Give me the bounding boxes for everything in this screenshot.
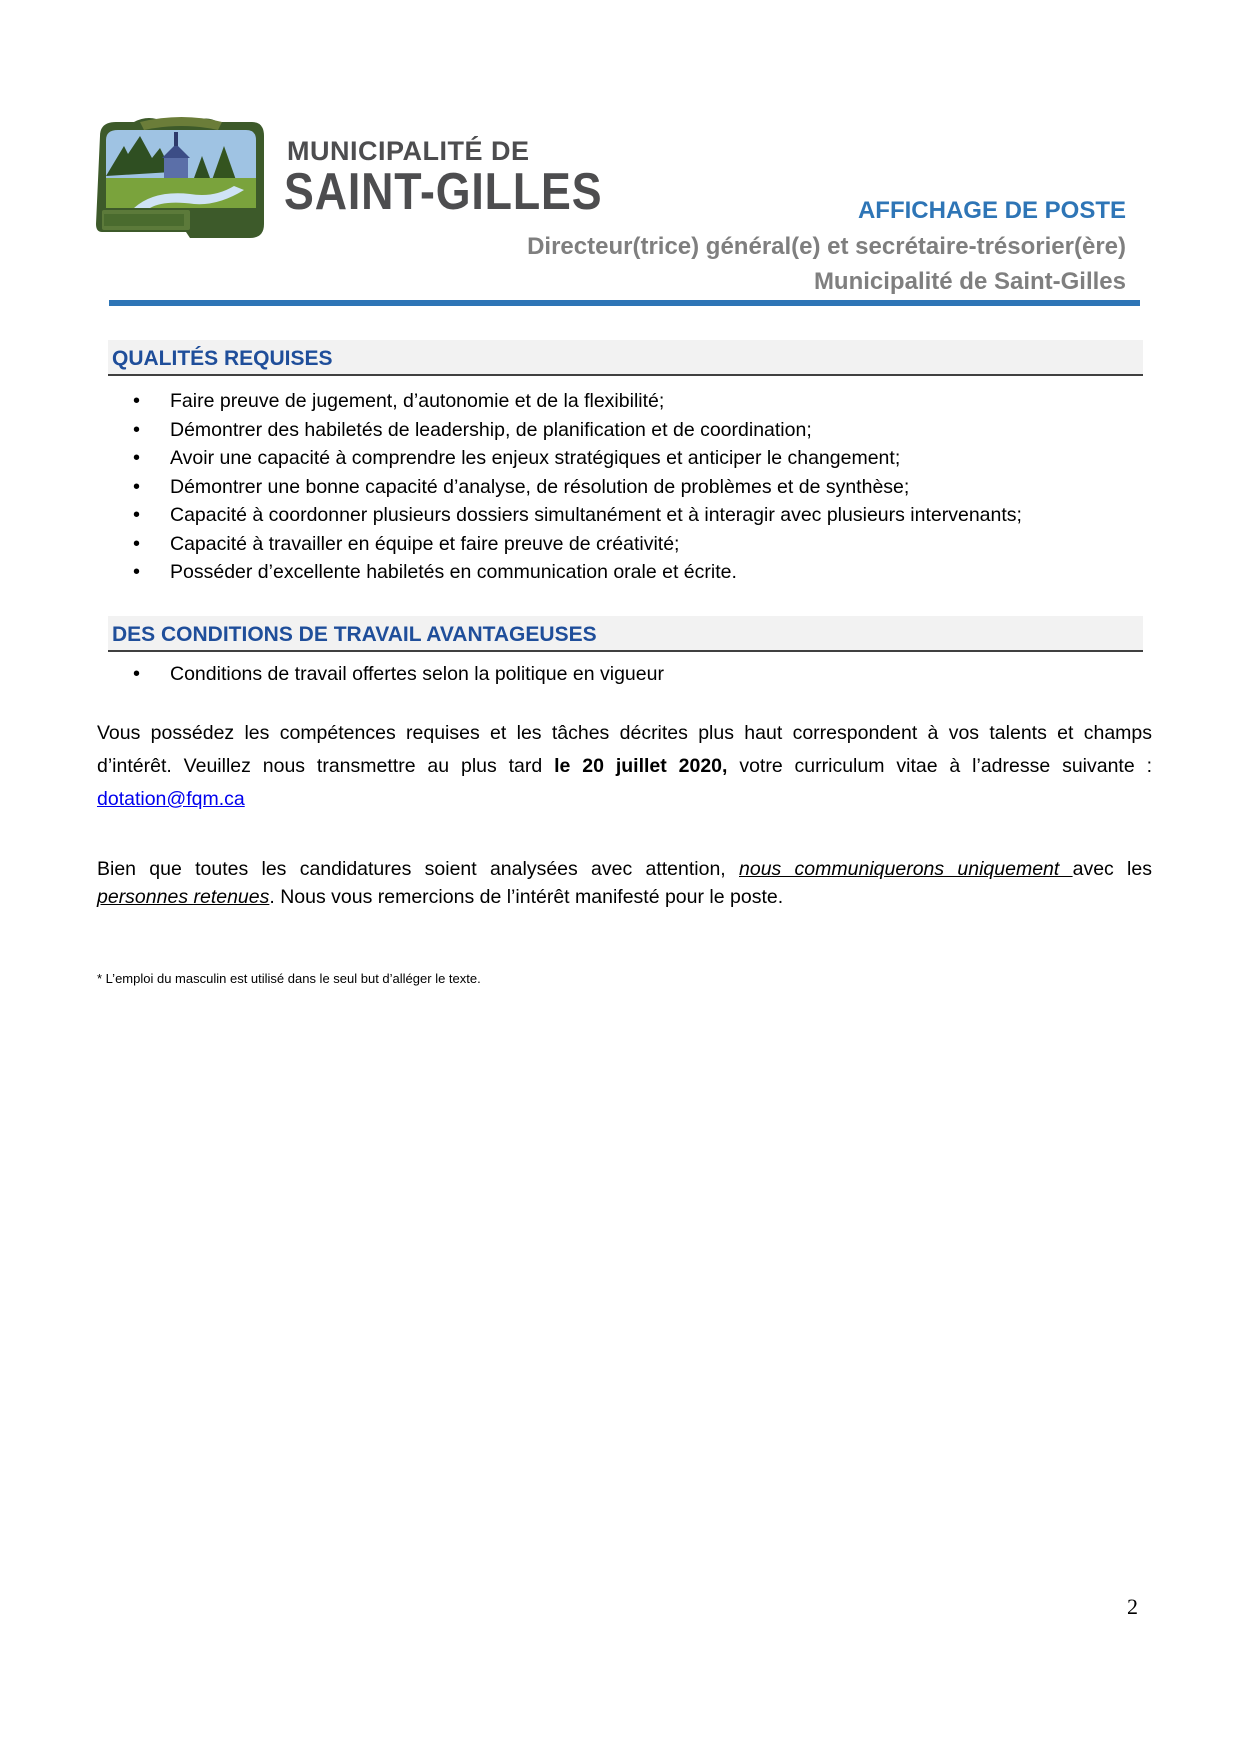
email-link[interactable]: dotation@fqm.ca [97,788,245,810]
application-line-1: Vous possédez les compétences requises et les tâches décrites plus haut correspondent à vos talents et champs [97,722,1152,744]
section-heading-qualites [108,340,1143,376]
page-number: 2 [1127,1594,1138,1619]
deadline-date: le 20 juillet 2020, [554,755,728,777]
job-title: Directeur(trice) général(e) et secrétaire-trésorier(ère) [527,233,1126,260]
municipality-name: Municipalité de Saint-Gilles [813,268,1126,295]
closing-paragraph: Bien que toutes les candidatures soient analysées avec attention, nous communiquerons uniquement avec les personnes retenues. Nous vous remercions de l’intérêt manifesté pour le poste. [97,855,1152,911]
logo-badge-image [94,116,270,244]
section-heading-conditions [108,616,1143,652]
posting-label: AFFICHAGE DE POSTE [857,197,1126,224]
section-heading-text: DES CONDITIONS DE TRAVAIL AVANTAGEUSES [112,623,597,646]
closing-line-1: Bien que toutes les candidatures soient analysées avec attention, nous communiquerons uniquement avec les [97,858,1152,880]
section-heading-text: QUALITÉS REQUISES [112,347,333,370]
footnote: * L’emploi du masculin est utilisé dans le seul but d’alléger le texte. [97,971,481,986]
header-divider [109,300,1140,306]
emphasis-text: personnes retenues [97,886,270,908]
logo-text-municipalite: MUNICIPALITÉ DE [287,136,530,166]
logo-text-saint-gilles: SAINT-GILLES [284,163,603,221]
application-paragraph [97,717,1152,816]
emphasis-text: nous communiquerons uniquement [739,858,1073,880]
municipality-logo [94,116,603,246]
application-line-2: d’intérêt. Veuillez nous transmettre au plus tard le 20 juillet 2020, votre curriculum vitae à l’adresse suivante : [97,755,1152,777]
